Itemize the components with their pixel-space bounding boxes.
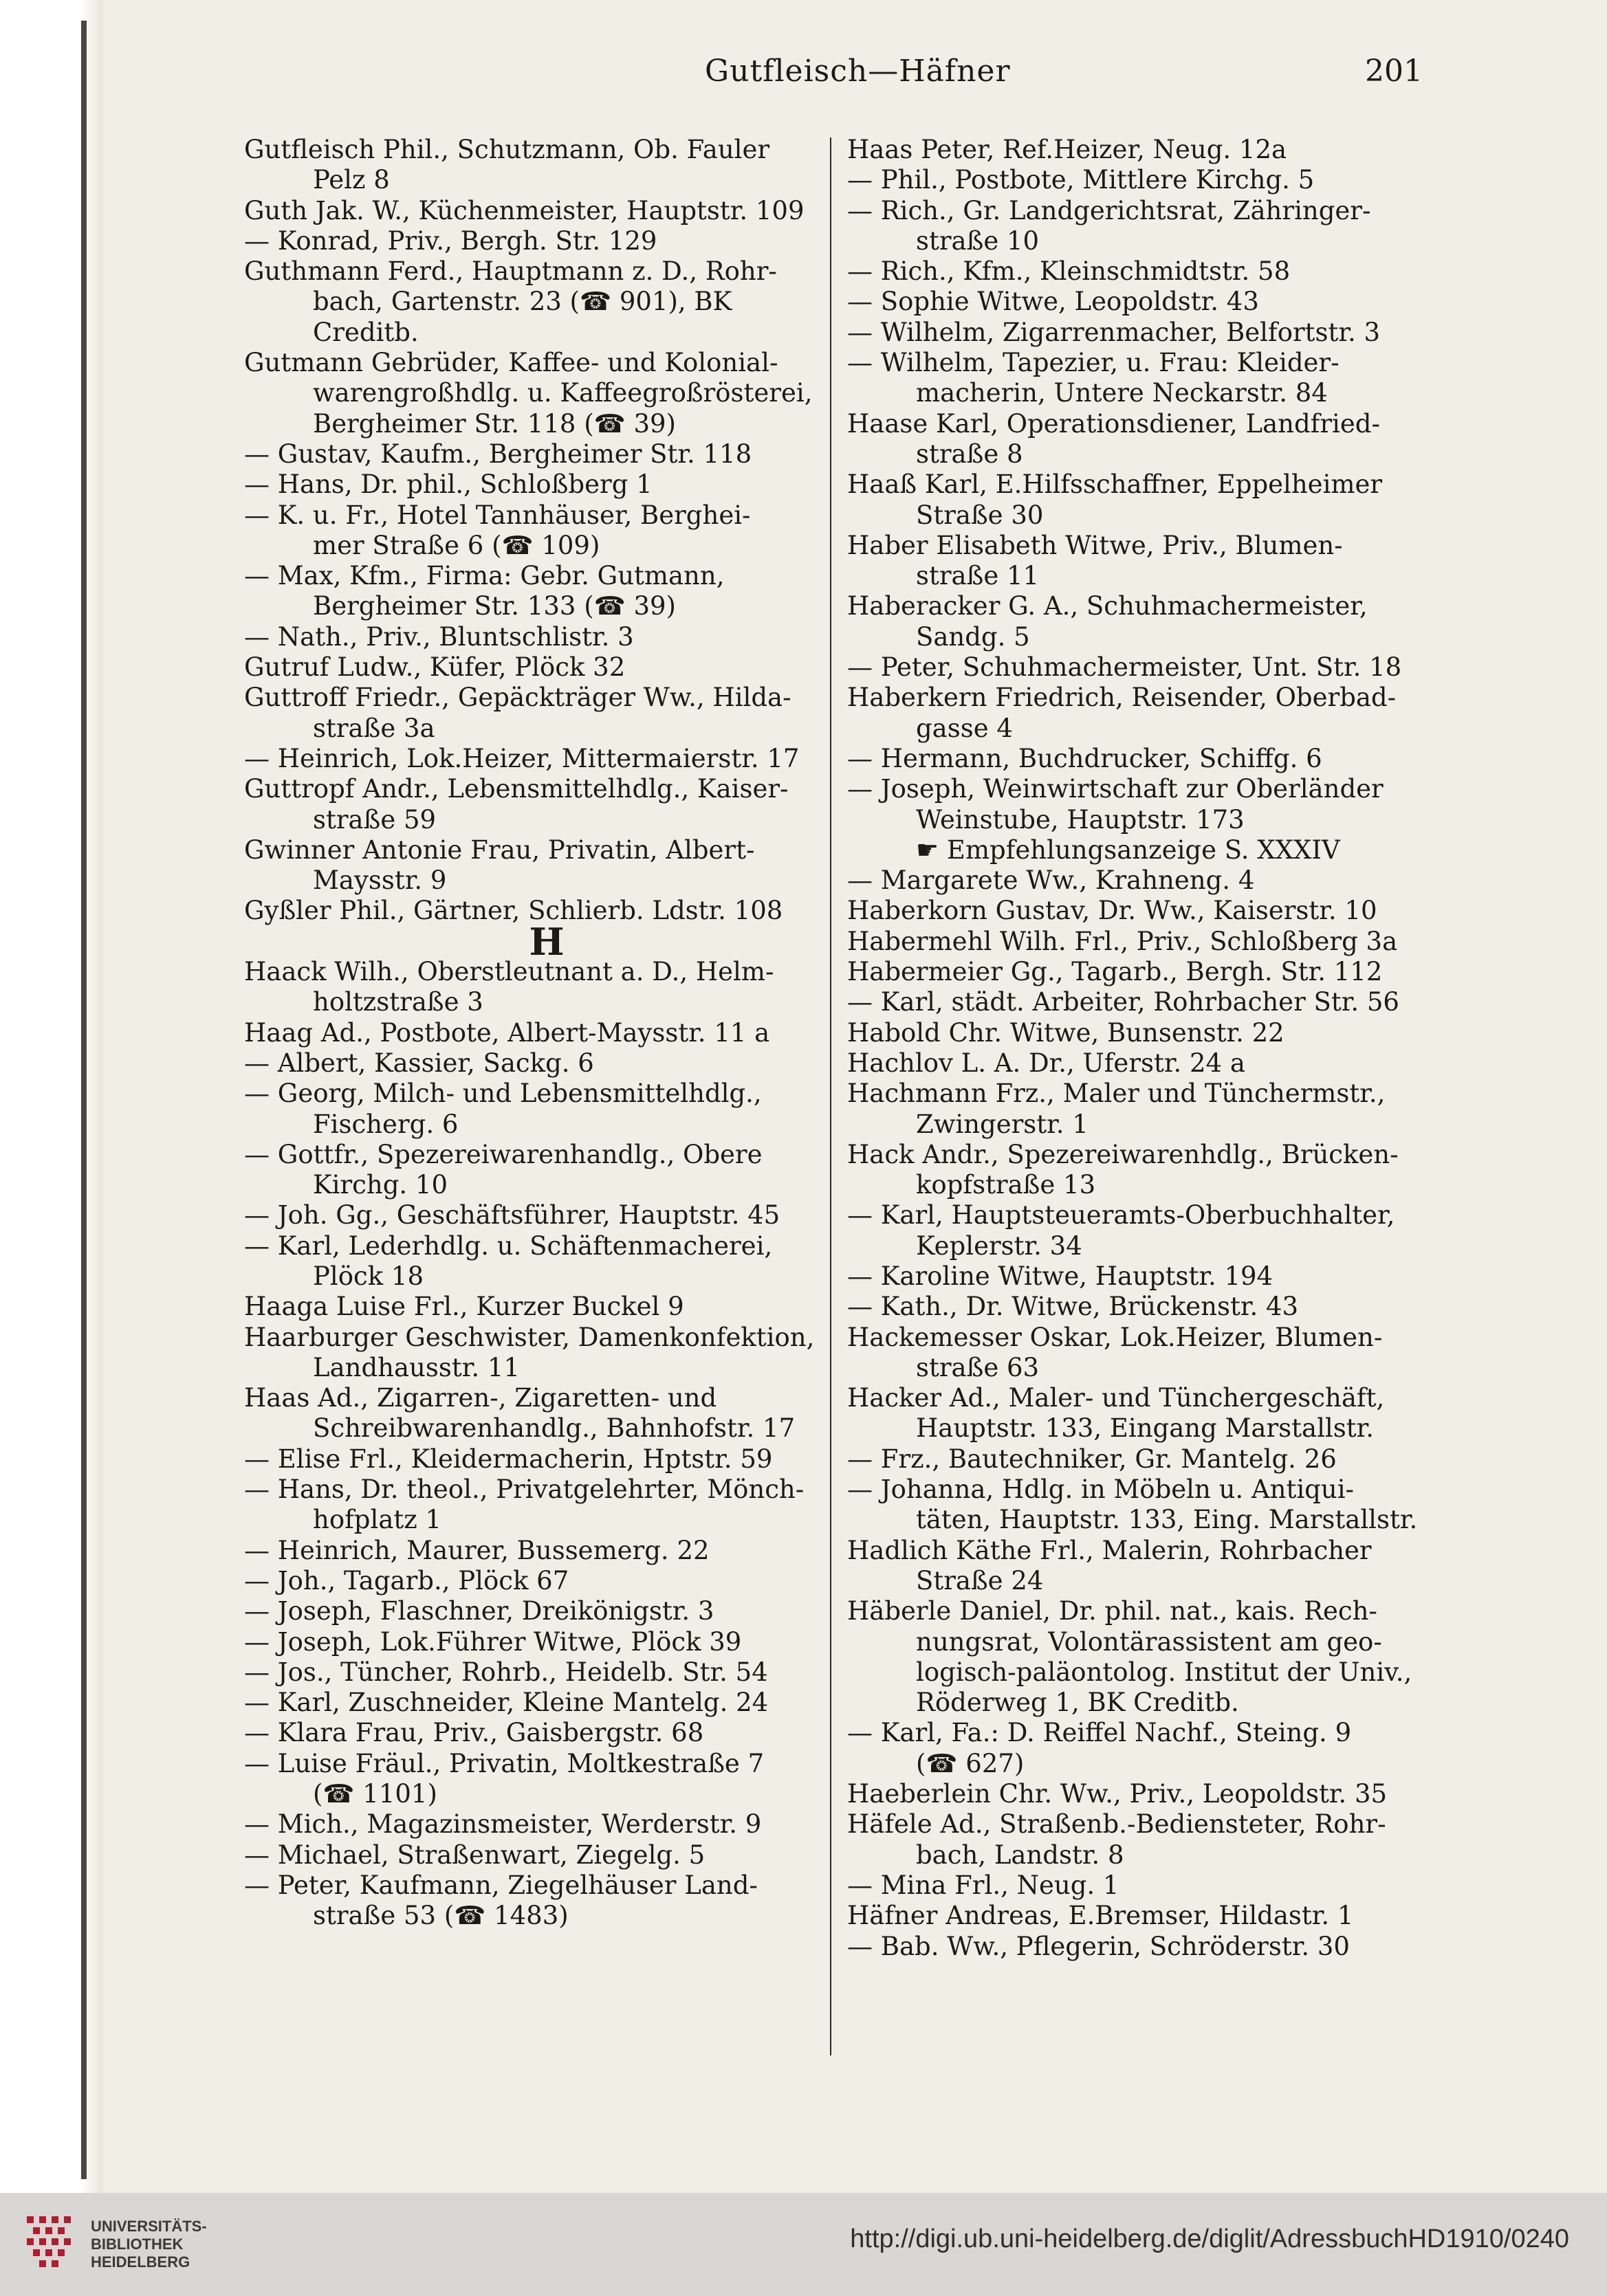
entry-continuation-line: logisch-paläontolog. Institut der Univ., [916,1657,1412,1687]
entry-continuation-line: Zwingerstr. 1 [916,1109,1089,1139]
directory-entry-line: — Rich., Kfm., Kleinschmidtstr. 58 [847,256,1291,287]
directory-entry-line: — Mich., Magazinsmeister, Werderstr. 9 [244,1809,762,1840]
directory-entry-line: Haase Karl, Operationsdiener, Landfried- [847,408,1380,439]
entry-continuation-line: Weinstube, Hauptstr. 173 [916,804,1245,835]
entry-continuation-line: Straße 24 [916,1565,1044,1596]
page-number: 201 [1365,54,1423,89]
directory-entry-line: Haas Ad., Zigarren-, Zigaretten- und [244,1383,717,1413]
directory-entry-line: — Joh., Tagarb., Plöck 67 [244,1565,569,1596]
entry-continuation-line: täten, Hauptstr. 133, Eing. Marstallstr. [916,1505,1418,1535]
directory-entry-line: — Georg, Milch- und Lebensmittelhdlg., [244,1079,762,1109]
entry-continuation-line: gasse 4 [916,713,1013,743]
directory-entry-line: Habold Chr. Witwe, Bunsenstr. 22 [847,1017,1284,1048]
directory-entry-line: — Joseph, Flaschner, Dreikönigstr. 3 [244,1596,714,1626]
entry-continuation-line: Bergheimer Str. 118 (☎ 39) [313,408,676,439]
logo-line: UNIVERSITÄTS- [91,2218,207,2235]
entry-continuation-line: Maysstr. 9 [313,865,447,896]
directory-entry-line: — Rich., Gr. Landgerichtsrat, Zähringer- [847,195,1371,225]
directory-entry-line: Haber Elisabeth Witwe, Priv., Blumen- [847,530,1343,560]
directory-entry-line: — Peter, Kaufmann, Ziegelhäuser Land- [244,1870,758,1900]
directory-entry-line: — Karl, Lederhdlg. u. Schäftenmacherei, [244,1230,773,1261]
entry-continuation-line: straße 59 [313,804,437,835]
directory-entry-line: Gutmann Gebrüder, Kaffee- und Kolonial- [244,348,778,378]
directory-entry-line: Hackemesser Oskar, Lok.Heizer, Blumen- [847,1322,1383,1352]
directory-entry-line: Gwinner Antonie Frau, Privatin, Albert- [244,835,755,865]
directory-entry-line: — Luise Fräul., Privatin, Moltkestraße 7 [244,1748,765,1778]
logo-line: BIBLIOTHEK [91,2236,184,2253]
column-divider [830,137,831,2055]
directory-entry-line: Hadlich Käthe Frl., Malerin, Rohrbacher [847,1535,1372,1565]
directory-entry-line: Haag Ad., Postbote, Albert-Maysstr. 11 a [244,1017,770,1048]
entry-continuation-line: straße 53 (☎ 1483) [313,1901,569,1931]
scan-binding-edge [81,21,87,2179]
directory-entry-line: Gutruf Ludw., Küfer, Plöck 32 [244,652,626,683]
directory-entry-line: — Sophie Witwe, Leopoldstr. 43 [847,287,1259,317]
directory-entry-line: — Heinrich, Lok.Heizer, Mittermaierstr. 17 [244,743,800,773]
entry-continuation-line: (☎ 627) [916,1748,1025,1778]
directory-entry-line: — Heinrich, Maurer, Bussemerg. 22 [244,1535,710,1565]
entry-continuation-line: bach, Gartenstr. 23 (☎ 901), BK [313,287,732,317]
directory-entry-line: Hachmann Frz., Maler und Tünchermstr., [847,1079,1386,1109]
directory-entry-line: Häberle Daniel, Dr. phil. nat., kais. Rech- [847,1596,1377,1626]
directory-entry-line: Guth Jak. W., Küchenmeister, Hauptstr. 109 [244,195,805,225]
entry-continuation-line: macherin, Untere Neckarstr. 84 [916,378,1328,408]
directory-entry-line: — Hans, Dr. theol., Privatgelehrter, Mönch- [244,1475,805,1505]
directory-entry-line: — Gottfr., Spezereiwarenhandlg., Obere [244,1139,763,1169]
entry-continuation-line: warengroßhdlg. u. Kaffeegroßrösterei, [313,378,813,408]
entry-continuation-line: bach, Landstr. 8 [916,1840,1124,1870]
entry-continuation-line: Landhausstr. 11 [313,1352,520,1382]
directory-entry-line: Haaß Karl, E.Hilfsschaffner, Eppelheimer [847,470,1383,500]
entry-continuation-line: Fischerg. 6 [313,1109,459,1139]
entry-continuation-line: straße 8 [916,439,1023,469]
directory-entry-line: — Karl, Fa.: D. Reiffel Nachf., Steing. 9 [847,1718,1352,1748]
entry-continuation-line: straße 63 [916,1352,1040,1382]
directory-entry-line: Haberacker G. A., Schuhmachermeister, [847,591,1368,621]
directory-entry-line: — Jos., Tüncher, Rohrb., Heidelb. Str. 54 [244,1657,768,1687]
entry-continuation-line: Pelz 8 [313,165,390,195]
logo-line: HEIDELBERG [91,2253,190,2271]
directory-entry-line: — Kath., Dr. Witwe, Brückenstr. 43 [847,1292,1299,1322]
directory-entry-line: Habermehl Wilh. Frl., Priv., Schloßberg 3a [847,926,1398,956]
entry-continuation-line: straße 3a [313,713,435,743]
directory-entry-line: Habermeier Gg., Tagarb., Bergh. Str. 112 [847,957,1383,987]
library-logo-text [91,2218,270,2271]
directory-entry-line: — Johanna, Hdlg. in Möbeln u. Antiqui- [847,1475,1355,1505]
directory-entry-line: — Michael, Straßenwart, Ziegelg. 5 [244,1840,706,1870]
source-url-link[interactable]: http://digi.ub.uni-heidelberg.de/diglit/AdressbuchHD1910/0240 [850,2225,1569,2253]
entry-continuation-line: ☛ Empfehlungsanzeige S. XXXIV [916,835,1340,865]
directory-entry-line: Hachlov L. A. Dr., Uferstr. 24 a [847,1048,1245,1078]
directory-entry-line: Haaga Luise Frl., Kurzer Buckel 9 [244,1292,684,1322]
directory-entry-line: Guthmann Ferd., Hauptmann z. D., Rohr- [244,256,777,287]
directory-entry-line: — Max, Kfm., Firma: Gebr. Gutmann, [244,561,725,591]
section-letter-heading: H [529,919,565,964]
directory-entry-line: — Klara Frau, Priv., Gaisbergstr. 68 [244,1718,704,1748]
directory-entry-line: — Karl, Hauptsteueramts-Oberbuchhalter, [847,1200,1395,1230]
directory-entry-line: — Phil., Postbote, Mittlere Kirchg. 5 [847,165,1315,195]
directory-entry-line: Haas Peter, Ref.Heizer, Neug. 12a [847,135,1287,164]
directory-entry-line: — Frz., Bautechniker, Gr. Mantelg. 26 [847,1444,1337,1474]
directory-entry-line: Hack Andr., Spezereiwarenhdlg., Brücken- [847,1139,1399,1169]
directory-entry-line: — Gustav, Kaufm., Bergheimer Str. 118 [244,439,752,469]
directory-entry-line: — Bab. Ww., Pflegerin, Schröderstr. 30 [847,1931,1350,1961]
directory-entry-line: Haack Wilh., Oberstleutnant a. D., Helm- [244,957,774,987]
directory-entry-line: — Margarete Ww., Krahneng. 4 [847,865,1255,896]
directory-entry-line: — Peter, Schuhmachermeister, Unt. Str. 18 [847,652,1402,683]
directory-entry-line: — Elise Frl., Kleidermacherin, Hptstr. 59 [244,1444,773,1474]
directory-entry-line: — K. u. Fr., Hotel Tannhäuser, Berghei- [244,500,751,530]
entry-continuation-line: Röderweg 1, BK Creditb. [916,1688,1239,1718]
directory-entry-line: — Joseph, Lok.Führer Witwe, Plöck 39 [244,1626,742,1657]
directory-entry-line: Gutfleisch Phil., Schutzmann, Ob. Fauler [244,135,770,164]
entry-continuation-line: Keplerstr. 34 [916,1230,1082,1261]
entry-continuation-line: kopfstraße 13 [916,1170,1096,1200]
directory-entry-line: Guttropf Andr., Lebensmittelhdlg., Kaiser- [244,774,789,804]
entry-continuation-line: straße 10 [916,225,1040,256]
entry-continuation-line: Straße 30 [916,500,1044,530]
entry-continuation-line: Bergheimer Str. 133 (☎ 39) [313,591,676,621]
directory-entry-line: Haberkorn Gustav, Dr. Ww., Kaiserstr. 10 [847,896,1377,926]
directory-entry-line: — Karl, Zuschneider, Kleine Mantelg. 24 [244,1688,769,1718]
directory-entry-line: — Hans, Dr. phil., Schloßberg 1 [244,470,653,500]
directory-entry-line: — Hermann, Buchdrucker, Schiffg. 6 [847,743,1322,773]
entry-continuation-line: holtzstraße 3 [313,987,483,1017]
directory-entry-line: — Nath., Priv., Bluntschlistr. 3 [244,621,634,652]
running-head: Gutfleisch—Häfner [705,54,1011,89]
directory-entry-line: Gyßler Phil., Gärtner, Schlierb. Ldstr. 108 [244,896,783,926]
directory-entry-line: — Wilhelm, Zigarrenmacher, Belfortstr. 3 [847,317,1381,347]
entry-continuation-line: mer Straße 6 (☎ 109) [313,530,600,560]
entry-continuation-line: Kirchg. 10 [313,1170,448,1200]
directory-entry-line: Haberkern Friedrich, Reisender, Oberbad- [847,683,1397,713]
directory-entry-line: Häfele Ad., Straßenb.-Bediensteter, Rohr- [847,1809,1386,1840]
directory-entry-line: — Karoline Witwe, Hauptstr. 194 [847,1261,1273,1291]
entry-continuation-line: hofplatz 1 [313,1505,442,1535]
entry-continuation-line: nungsrat, Volontärassistent am geo- [916,1626,1382,1657]
entry-continuation-line: Hauptstr. 133, Eingang Marstallstr. [916,1413,1374,1444]
directory-entry-line: Hacker Ad., Maler- und Tünchergeschäft, [847,1383,1385,1413]
directory-entry-line: Haeberlein Chr. Ww., Priv., Leopoldstr. 35 [847,1779,1388,1809]
directory-entry-line: — Mina Frl., Neug. 1 [847,1870,1119,1900]
directory-entry-line: Guttroff Friedr., Gepäckträger Ww., Hilda- [244,683,791,713]
entry-continuation-line: Schreibwarenhandlg., Bahnhofstr. 17 [313,1413,796,1444]
entry-continuation-line: Plöck 18 [313,1261,424,1291]
entry-continuation-line: Creditb. [313,317,419,347]
scan-page-edge [0,0,103,2193]
entry-continuation-line: Sandg. 5 [916,621,1030,652]
directory-entry-line: Haarburger Geschwister, Damenkonfektion, [244,1322,815,1352]
directory-entry-line: Häfner Andreas, E.Bremser, Hildastr. 1 [847,1901,1354,1931]
directory-entry-line: — Wilhelm, Tapezier, u. Frau: Kleider- [847,348,1340,378]
directory-entry-line: — Joh. Gg., Geschäftsführer, Hauptstr. 45 [244,1200,780,1230]
entry-continuation-line: (☎ 1101) [313,1779,437,1809]
directory-entry-line: — Joseph, Weinwirtschaft zur Oberländer [847,774,1384,804]
footer-bar [0,2193,1607,2296]
directory-entry-line: — Albert, Kassier, Sackg. 6 [244,1048,594,1078]
entry-continuation-line: straße 11 [916,561,1040,591]
university-library-logo-icon [24,2212,79,2274]
directory-entry-line: — Karl, städt. Arbeiter, Rohrbacher Str. 56 [847,987,1399,1017]
right-column [847,135,1452,1962]
directory-entry-line: — Konrad, Priv., Bergh. Str. 129 [244,225,657,256]
left-column [244,135,849,1932]
